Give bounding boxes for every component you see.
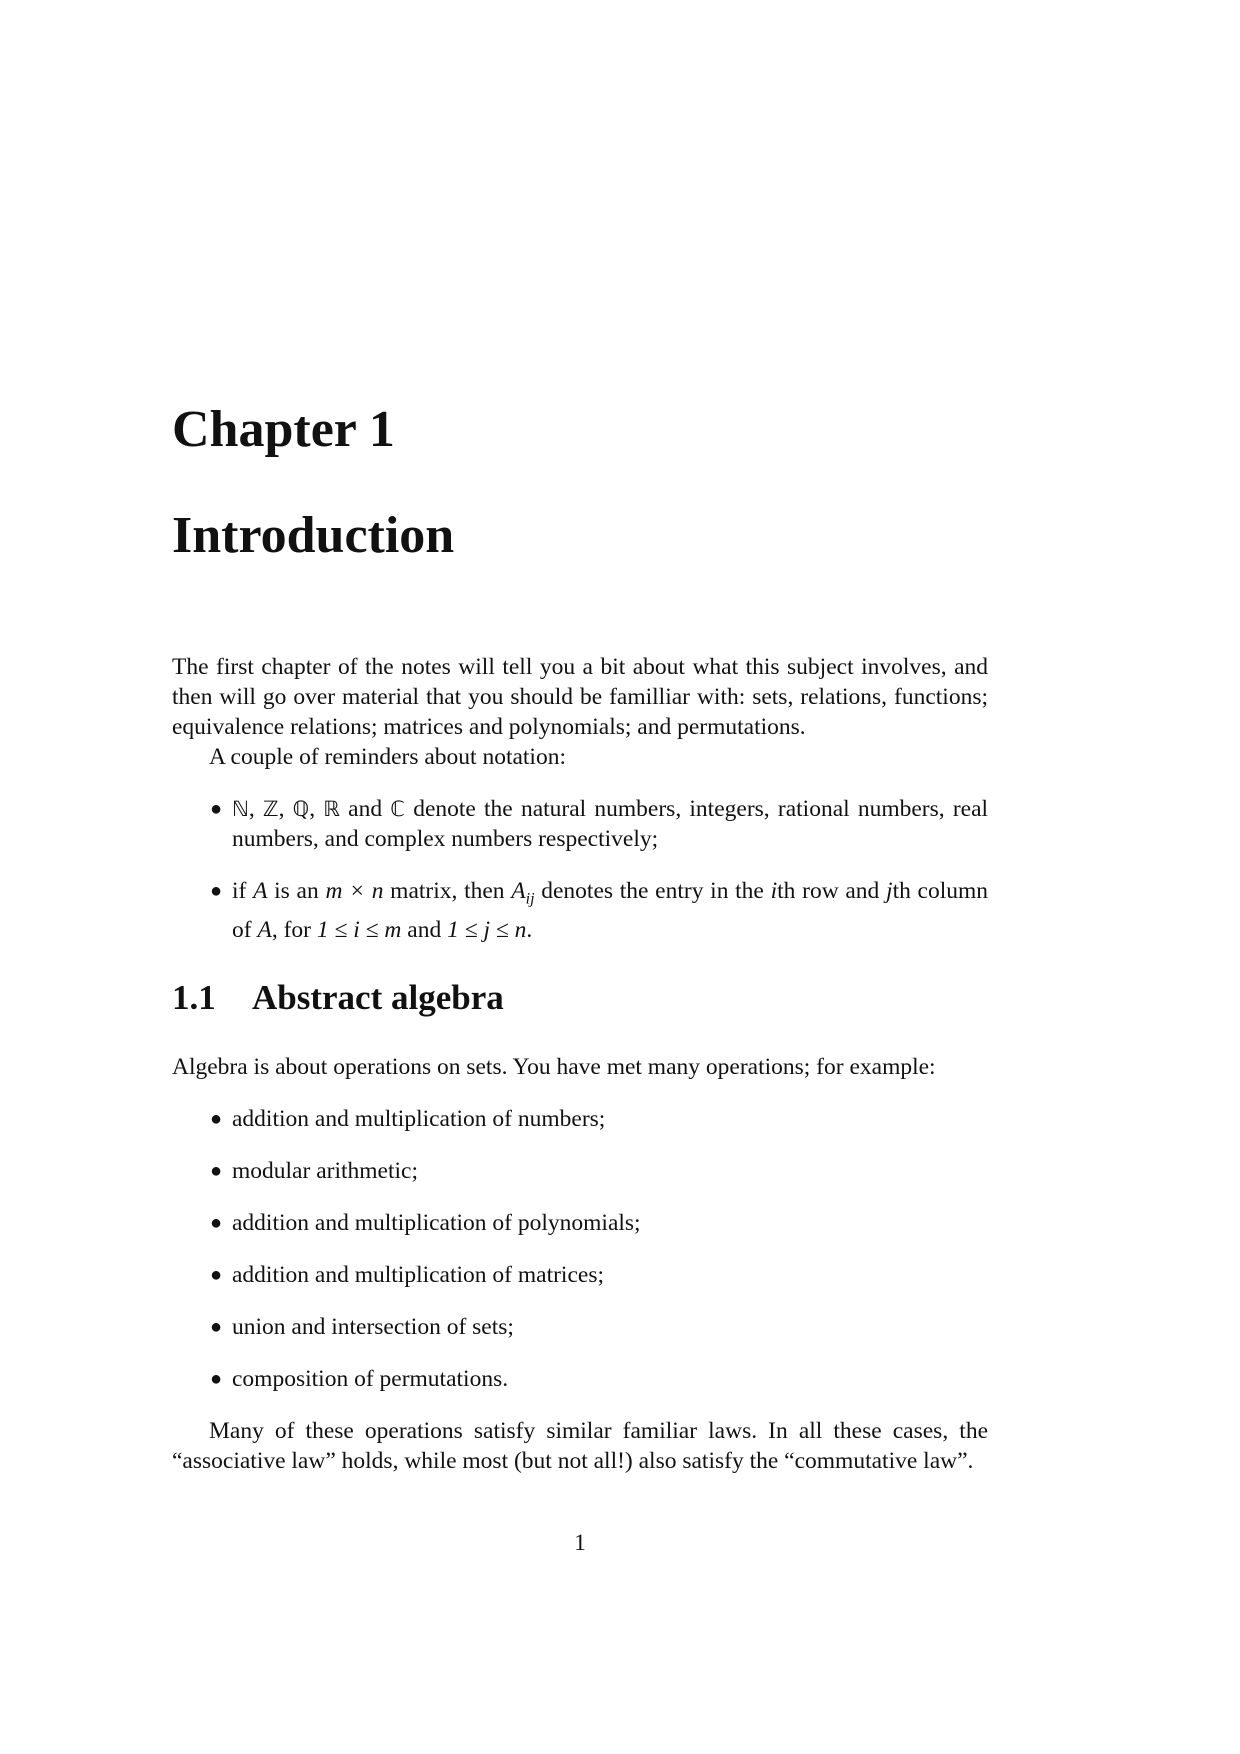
bullet-icon: ● <box>210 1368 223 1390</box>
math-expression: m × n <box>325 878 384 904</box>
complex-symbol: ℂ <box>390 797 405 821</box>
bullet-icon: ● <box>210 1160 223 1182</box>
section-heading <box>172 980 504 1015</box>
list-item <box>172 1364 988 1394</box>
math-variable: i <box>770 878 778 904</box>
text-fragment: if <box>232 878 247 904</box>
intro-paragraph: The first chapter of the notes will tell you a bit about what this subject involves, and then will go over material that you should be familliar with: sets, relations, functions; equivalence relations; matrices and polynomials; and permutations. <box>172 654 988 740</box>
list-item <box>172 1156 988 1186</box>
text-fragment: is an <box>274 878 319 904</box>
math-variable: j <box>886 878 893 904</box>
chapter-label: Chapter 1 <box>172 401 395 458</box>
list-item <box>172 1312 988 1342</box>
math-expression <box>511 878 535 908</box>
section-lead: Algebra is about operations on sets. You have met many operations; for example: <box>172 1054 936 1080</box>
page-number: 1 <box>574 1530 586 1556</box>
naturals-symbol: ℕ <box>232 797 249 821</box>
list-item <box>172 1260 988 1290</box>
rationals-symbol: ℚ <box>292 797 310 821</box>
math-expression: 1 ≤ j ≤ n <box>447 916 527 943</box>
bullet-icon: ● <box>210 880 223 902</box>
math-variable: A <box>511 878 526 904</box>
text-fragment: and <box>407 916 442 943</box>
list-item <box>172 876 988 945</box>
text-fragment: , for <box>271 916 311 943</box>
notation-list <box>172 794 988 945</box>
math-expression: 1 ≤ i ≤ m <box>316 916 402 943</box>
list-item-text: composition of permutations. <box>232 1366 509 1392</box>
section-number: 1.1 <box>172 978 216 1017</box>
chapter-title: Introduction <box>172 507 455 564</box>
math-subscript: ij <box>525 890 535 908</box>
section-title: Abstract algebra <box>252 978 504 1017</box>
text-fragment: denotes the entry in the <box>541 878 764 904</box>
abstract-algebra-section <box>172 1052 988 1476</box>
list-item-text: addition and multiplication of polynomials; <box>232 1210 641 1236</box>
math-variable: A <box>253 878 268 904</box>
bullet-icon: ● <box>210 1264 223 1286</box>
bullet-icon: ● <box>210 798 223 820</box>
list-item: ● ℕ, ℤ, ℚ, ℝ and ℂ denote the natural numbers, integers, rational numbers, real numbers, and complex numbers respectively; <box>210 796 989 852</box>
list-item-text: addition and multiplication of matrices; <box>232 1262 604 1288</box>
text-fragment: matrix, then <box>390 878 505 904</box>
list-item <box>172 1208 988 1238</box>
document-page <box>172 0 988 1754</box>
math-variable: A <box>257 916 272 943</box>
text-fragment: th column of <box>232 878 989 943</box>
closing-paragraph: Many of these operations satisfy similar familiar laws. In all these cases, the “associative law” holds, while most (but not all!) also satisfy the “commutative law”. <box>172 1418 988 1474</box>
list-item-text: modular arithmetic; <box>232 1158 418 1184</box>
integers-symbol: ℤ <box>262 797 279 821</box>
text-fragment: th row and <box>777 878 880 904</box>
intro-section <box>172 652 988 945</box>
text-fragment: . <box>526 916 533 943</box>
reals-symbol: ℝ <box>323 797 340 821</box>
notation-reminder-line: A couple of reminders about notation: <box>209 744 566 770</box>
list-item-text: addition and multiplication of numbers; <box>232 1106 606 1132</box>
conjunction-text: and <box>348 796 383 822</box>
bullet-icon: ● <box>210 1316 223 1338</box>
list-item-text: union and intersection of sets; <box>232 1314 514 1340</box>
list-item <box>172 1104 988 1134</box>
operations-list <box>172 1104 988 1394</box>
bullet-icon: ● <box>210 1212 223 1234</box>
sets-description: denote the natural numbers, integers, rational numbers, real numbers, and complex numbers respectively; <box>232 796 989 852</box>
bullet-icon: ● <box>210 1108 223 1130</box>
